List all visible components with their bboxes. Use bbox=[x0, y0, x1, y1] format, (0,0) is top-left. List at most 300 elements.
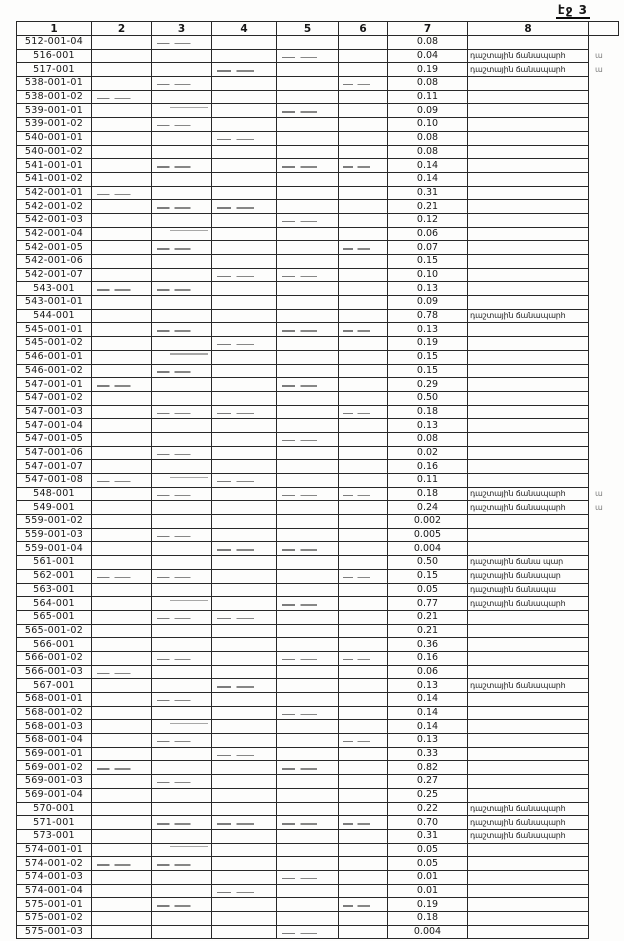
cell-empty bbox=[92, 515, 152, 529]
cell-parcel-code: 569-001-02 bbox=[17, 761, 92, 775]
cell-area-value: 0.08 bbox=[388, 36, 468, 50]
cell-parcel-code: 568-001-03 bbox=[17, 720, 92, 734]
table-row bbox=[17, 693, 619, 707]
cell-area-value: 0.14 bbox=[388, 693, 468, 707]
cell-land-use-note bbox=[468, 255, 589, 269]
cell-empty bbox=[92, 857, 152, 871]
table-row bbox=[17, 857, 619, 871]
cell-empty bbox=[92, 296, 152, 310]
column-header-5: 5 bbox=[277, 22, 339, 36]
cell-parcel-code: 516-001 bbox=[17, 49, 92, 63]
margin-spacer bbox=[589, 925, 619, 939]
table-row bbox=[17, 788, 619, 802]
table-row bbox=[17, 432, 619, 446]
margin-spacer bbox=[589, 405, 619, 419]
cell-empty bbox=[277, 241, 339, 255]
cell-empty bbox=[212, 145, 277, 159]
cell-empty bbox=[212, 884, 277, 898]
cell-area-value: 0.25 bbox=[388, 788, 468, 802]
column-header-6: 6 bbox=[339, 22, 388, 36]
margin-spacer bbox=[589, 597, 619, 611]
cell-empty bbox=[92, 104, 152, 118]
cell-area-value: 0.18 bbox=[388, 487, 468, 501]
cell-parcel-code: 543-001 bbox=[17, 282, 92, 296]
cell-empty bbox=[212, 378, 277, 392]
margin-spacer bbox=[589, 118, 619, 132]
cell-parcel-code: 517-001 bbox=[17, 63, 92, 77]
cell-empty bbox=[277, 419, 339, 433]
cell-land-use-note bbox=[468, 337, 589, 351]
cell-empty bbox=[92, 651, 152, 665]
cell-empty bbox=[339, 309, 388, 323]
cell-empty bbox=[152, 802, 212, 816]
cell-empty bbox=[339, 569, 388, 583]
cell-empty bbox=[277, 857, 339, 871]
table-row bbox=[17, 597, 619, 611]
cell-empty bbox=[152, 788, 212, 802]
table-row bbox=[17, 227, 619, 241]
cell-parcel-code: 564-001 bbox=[17, 597, 92, 611]
cell-area-value: 0.15 bbox=[388, 255, 468, 269]
cell-land-use-note: դաշտային ճանապարհ bbox=[468, 501, 589, 515]
table-row bbox=[17, 802, 619, 816]
table-row bbox=[17, 309, 619, 323]
cell-empty bbox=[92, 802, 152, 816]
cell-empty bbox=[277, 186, 339, 200]
cell-empty bbox=[339, 77, 388, 91]
cell-empty bbox=[339, 49, 388, 63]
cell-empty bbox=[277, 200, 339, 214]
table-row bbox=[17, 775, 619, 789]
cell-empty bbox=[339, 843, 388, 857]
cell-empty bbox=[92, 569, 152, 583]
cell-empty bbox=[339, 282, 388, 296]
cell-area-value: 0.21 bbox=[388, 200, 468, 214]
margin-spacer bbox=[589, 350, 619, 364]
cell-land-use-note bbox=[468, 720, 589, 734]
table-row bbox=[17, 515, 619, 529]
cell-empty bbox=[212, 118, 277, 132]
cell-empty bbox=[212, 693, 277, 707]
table-row bbox=[17, 419, 619, 433]
cell-area-value: 0.14 bbox=[388, 720, 468, 734]
margin-spacer bbox=[589, 651, 619, 665]
cell-empty bbox=[92, 350, 152, 364]
cell-parcel-code: 543-001-01 bbox=[17, 296, 92, 310]
cell-empty bbox=[152, 747, 212, 761]
cell-empty bbox=[339, 131, 388, 145]
table-row bbox=[17, 460, 619, 474]
margin-mark: ա bbox=[595, 502, 603, 512]
cell-empty bbox=[212, 49, 277, 63]
cell-empty bbox=[212, 542, 277, 556]
margin-spacer bbox=[589, 172, 619, 186]
cell-empty bbox=[277, 309, 339, 323]
cell-empty bbox=[212, 857, 277, 871]
cell-parcel-code: 568-001-04 bbox=[17, 734, 92, 748]
cell-area-value: 0.08 bbox=[388, 77, 468, 91]
cell-empty bbox=[339, 829, 388, 843]
cell-empty bbox=[152, 761, 212, 775]
margin-spacer bbox=[589, 159, 619, 173]
cell-empty bbox=[212, 36, 277, 50]
cell-empty bbox=[212, 419, 277, 433]
table-row bbox=[17, 77, 619, 91]
cell-parcel-code: 568-001-02 bbox=[17, 706, 92, 720]
cell-empty bbox=[92, 925, 152, 939]
cell-parcel-code: 563-001 bbox=[17, 583, 92, 597]
cell-parcel-code: 548-001 bbox=[17, 487, 92, 501]
cell-parcel-code: 575-001-01 bbox=[17, 898, 92, 912]
table-row bbox=[17, 296, 619, 310]
cell-empty bbox=[277, 912, 339, 926]
table-row bbox=[17, 528, 619, 542]
cell-empty bbox=[277, 556, 339, 570]
cell-parcel-code: 569-001-04 bbox=[17, 788, 92, 802]
cell-parcel-code: 566-001-03 bbox=[17, 665, 92, 679]
cell-empty bbox=[92, 145, 152, 159]
cell-parcel-code: 542-001-02 bbox=[17, 200, 92, 214]
column-header-8: 8 bbox=[468, 22, 589, 36]
cell-empty bbox=[212, 843, 277, 857]
cell-land-use-note bbox=[468, 172, 589, 186]
cell-parcel-code: 538-001-02 bbox=[17, 90, 92, 104]
table-row bbox=[17, 282, 619, 296]
margin-spacer bbox=[589, 90, 619, 104]
cell-empty bbox=[92, 213, 152, 227]
cell-empty bbox=[152, 775, 212, 789]
margin-spacer bbox=[589, 22, 619, 36]
cell-empty bbox=[277, 255, 339, 269]
cell-area-value: 0.50 bbox=[388, 556, 468, 570]
cell-empty bbox=[277, 487, 339, 501]
cell-area-value: 0.10 bbox=[388, 268, 468, 282]
margin-spacer bbox=[589, 610, 619, 624]
cell-empty bbox=[277, 747, 339, 761]
cell-land-use-note bbox=[468, 474, 589, 488]
cell-empty bbox=[152, 501, 212, 515]
cell-empty bbox=[277, 775, 339, 789]
margin-mark: ա bbox=[595, 51, 603, 61]
cell-parcel-code: 547-001-03 bbox=[17, 405, 92, 419]
cell-empty bbox=[212, 651, 277, 665]
cell-empty bbox=[339, 720, 388, 734]
cell-empty bbox=[339, 624, 388, 638]
margin-spacer bbox=[589, 186, 619, 200]
table-row bbox=[17, 255, 619, 269]
cell-area-value: 0.77 bbox=[388, 597, 468, 611]
table-row bbox=[17, 186, 619, 200]
margin-spacer bbox=[589, 282, 619, 296]
cell-empty bbox=[152, 843, 212, 857]
cell-empty bbox=[152, 159, 212, 173]
cell-area-value: 0.04 bbox=[388, 49, 468, 63]
cell-empty bbox=[277, 213, 339, 227]
cell-empty bbox=[92, 309, 152, 323]
cell-empty bbox=[277, 679, 339, 693]
cell-empty bbox=[339, 391, 388, 405]
cell-empty bbox=[152, 364, 212, 378]
cell-empty bbox=[152, 556, 212, 570]
column-header-2: 2 bbox=[92, 22, 152, 36]
cell-empty bbox=[212, 720, 277, 734]
cell-parcel-code: 540-001-02 bbox=[17, 145, 92, 159]
table-row bbox=[17, 63, 619, 77]
cell-empty bbox=[277, 761, 339, 775]
cell-empty bbox=[277, 268, 339, 282]
cell-land-use-note bbox=[468, 405, 589, 419]
cell-empty bbox=[152, 36, 212, 50]
cell-area-value: 0.02 bbox=[388, 446, 468, 460]
cell-area-value: 0.09 bbox=[388, 296, 468, 310]
cell-land-use-note bbox=[468, 610, 589, 624]
cell-empty bbox=[212, 309, 277, 323]
cell-empty bbox=[212, 706, 277, 720]
cell-empty bbox=[92, 829, 152, 843]
cell-empty bbox=[212, 816, 277, 830]
margin-spacer bbox=[589, 569, 619, 583]
cell-area-value: 0.33 bbox=[388, 747, 468, 761]
cell-empty bbox=[277, 706, 339, 720]
cell-empty bbox=[92, 898, 152, 912]
table-row bbox=[17, 829, 619, 843]
cell-empty bbox=[152, 638, 212, 652]
cell-parcel-code: 575-001-03 bbox=[17, 925, 92, 939]
cell-area-value: 0.24 bbox=[388, 501, 468, 515]
cell-empty bbox=[277, 391, 339, 405]
cell-empty bbox=[152, 255, 212, 269]
cell-empty bbox=[92, 337, 152, 351]
page-number: էջ 3 bbox=[557, 3, 588, 17]
cell-empty bbox=[212, 624, 277, 638]
cell-empty bbox=[92, 131, 152, 145]
margin-spacer bbox=[589, 432, 619, 446]
cell-empty bbox=[152, 446, 212, 460]
margin-spacer bbox=[589, 378, 619, 392]
cell-empty bbox=[92, 77, 152, 91]
table-row bbox=[17, 200, 619, 214]
cell-empty bbox=[339, 118, 388, 132]
cell-empty bbox=[277, 802, 339, 816]
margin-spacer bbox=[589, 474, 619, 488]
cell-area-value: 0.13 bbox=[388, 282, 468, 296]
cell-empty bbox=[277, 884, 339, 898]
cell-empty bbox=[212, 802, 277, 816]
cell-empty bbox=[212, 296, 277, 310]
margin-spacer bbox=[589, 419, 619, 433]
cell-parcel-code: 547-001-06 bbox=[17, 446, 92, 460]
table-row bbox=[17, 610, 619, 624]
table-row bbox=[17, 542, 619, 556]
cell-empty bbox=[152, 227, 212, 241]
cell-area-value: 0.14 bbox=[388, 172, 468, 186]
cell-empty bbox=[212, 323, 277, 337]
margin-spacer bbox=[589, 734, 619, 748]
cell-empty bbox=[339, 898, 388, 912]
cell-area-value: 0.70 bbox=[388, 816, 468, 830]
cell-empty bbox=[277, 870, 339, 884]
cell-area-value: 0.11 bbox=[388, 90, 468, 104]
column-header-7: 7 bbox=[388, 22, 468, 36]
cell-empty bbox=[277, 378, 339, 392]
cell-parcel-code: 545-001-02 bbox=[17, 337, 92, 351]
cell-empty bbox=[92, 172, 152, 186]
cell-parcel-code: 566-001 bbox=[17, 638, 92, 652]
cell-area-value: 0.21 bbox=[388, 624, 468, 638]
cell-empty bbox=[92, 255, 152, 269]
cell-land-use-note bbox=[468, 515, 589, 529]
cell-empty bbox=[212, 131, 277, 145]
cell-empty bbox=[339, 378, 388, 392]
cell-parcel-code: 542-001-01 bbox=[17, 186, 92, 200]
cell-land-use-note bbox=[468, 159, 589, 173]
cell-empty bbox=[277, 569, 339, 583]
column-header-1: 1 bbox=[17, 22, 92, 36]
cell-empty bbox=[212, 775, 277, 789]
cell-empty bbox=[92, 610, 152, 624]
cell-empty bbox=[152, 693, 212, 707]
table-row bbox=[17, 870, 619, 884]
table-row bbox=[17, 474, 619, 488]
table-row bbox=[17, 364, 619, 378]
cell-empty bbox=[152, 542, 212, 556]
cell-parcel-code: 542-001-07 bbox=[17, 268, 92, 282]
cell-empty bbox=[277, 788, 339, 802]
table-row bbox=[17, 679, 619, 693]
cell-empty bbox=[212, 63, 277, 77]
cell-area-value: 0.31 bbox=[388, 186, 468, 200]
cell-parcel-code: 561-001 bbox=[17, 556, 92, 570]
cell-land-use-note bbox=[468, 350, 589, 364]
cell-parcel-code: 547-001-07 bbox=[17, 460, 92, 474]
cell-empty bbox=[152, 706, 212, 720]
table-row bbox=[17, 761, 619, 775]
cell-parcel-code: 567-001 bbox=[17, 679, 92, 693]
table-row bbox=[17, 337, 619, 351]
cell-area-value: 0.15 bbox=[388, 569, 468, 583]
cell-parcel-code: 570-001 bbox=[17, 802, 92, 816]
cell-parcel-code: 559-001-04 bbox=[17, 542, 92, 556]
table-row bbox=[17, 446, 619, 460]
cell-empty bbox=[92, 706, 152, 720]
cell-empty bbox=[277, 474, 339, 488]
margin-spacer bbox=[589, 720, 619, 734]
cell-parcel-code: 546-001-02 bbox=[17, 364, 92, 378]
margin-spacer bbox=[589, 843, 619, 857]
table-row bbox=[17, 898, 619, 912]
cell-empty bbox=[92, 775, 152, 789]
cell-empty bbox=[339, 104, 388, 118]
margin-spacer bbox=[589, 665, 619, 679]
cell-empty bbox=[339, 884, 388, 898]
cell-empty bbox=[92, 528, 152, 542]
cell-empty bbox=[339, 802, 388, 816]
cell-parcel-code: 542-001-04 bbox=[17, 227, 92, 241]
cell-parcel-code: 546-001-01 bbox=[17, 350, 92, 364]
cell-empty bbox=[277, 501, 339, 515]
margin-mark: ա bbox=[595, 489, 603, 499]
cell-land-use-note bbox=[468, 542, 589, 556]
cell-empty bbox=[152, 925, 212, 939]
cell-land-use-note bbox=[468, 213, 589, 227]
cell-empty bbox=[92, 912, 152, 926]
cell-empty bbox=[277, 651, 339, 665]
margin-spacer bbox=[589, 912, 619, 926]
cell-parcel-code: 539-001-01 bbox=[17, 104, 92, 118]
cell-land-use-note bbox=[468, 282, 589, 296]
cell-empty bbox=[152, 405, 212, 419]
cell-land-use-note bbox=[468, 665, 589, 679]
cell-empty bbox=[277, 296, 339, 310]
cell-land-use-note: դաշտային ճանապա bbox=[468, 583, 589, 597]
cell-empty bbox=[212, 761, 277, 775]
cell-empty bbox=[277, 542, 339, 556]
cell-land-use-note: դաշտային ճանա պար bbox=[468, 556, 589, 570]
cell-area-value: 0.16 bbox=[388, 460, 468, 474]
cell-empty bbox=[152, 131, 212, 145]
cell-empty bbox=[92, 720, 152, 734]
cell-empty bbox=[152, 829, 212, 843]
cell-empty bbox=[277, 829, 339, 843]
cell-empty bbox=[152, 474, 212, 488]
table-row bbox=[17, 816, 619, 830]
cell-empty bbox=[152, 419, 212, 433]
cell-area-value: 0.14 bbox=[388, 706, 468, 720]
cell-empty bbox=[277, 227, 339, 241]
margin-spacer bbox=[589, 227, 619, 241]
cell-empty bbox=[212, 487, 277, 501]
table-row bbox=[17, 734, 619, 748]
cell-empty bbox=[92, 36, 152, 50]
cell-empty bbox=[339, 912, 388, 926]
cell-land-use-note: դաշտային ճանապարհ bbox=[468, 597, 589, 611]
cell-area-value: 0.36 bbox=[388, 638, 468, 652]
cell-parcel-code: 542-001-05 bbox=[17, 241, 92, 255]
table-row bbox=[17, 556, 619, 570]
cell-empty bbox=[277, 432, 339, 446]
cell-empty bbox=[152, 104, 212, 118]
cell-empty bbox=[92, 364, 152, 378]
cell-empty bbox=[212, 268, 277, 282]
cell-empty bbox=[212, 870, 277, 884]
cell-empty bbox=[277, 925, 339, 939]
cell-empty bbox=[212, 679, 277, 693]
cell-empty bbox=[339, 186, 388, 200]
cell-empty bbox=[339, 610, 388, 624]
cell-empty bbox=[277, 720, 339, 734]
cell-empty bbox=[339, 36, 388, 50]
margin-spacer bbox=[589, 747, 619, 761]
cell-empty bbox=[339, 90, 388, 104]
cell-empty bbox=[92, 391, 152, 405]
cell-empty bbox=[339, 446, 388, 460]
cell-area-value: 0.78 bbox=[388, 309, 468, 323]
cell-land-use-note bbox=[468, 912, 589, 926]
cell-land-use-note bbox=[468, 775, 589, 789]
cell-empty bbox=[339, 501, 388, 515]
cell-empty bbox=[92, 556, 152, 570]
margin-spacer bbox=[589, 241, 619, 255]
cell-area-value: 0.15 bbox=[388, 350, 468, 364]
cell-empty bbox=[152, 391, 212, 405]
cell-land-use-note bbox=[468, 706, 589, 720]
cell-empty bbox=[339, 515, 388, 529]
cell-land-use-note bbox=[468, 36, 589, 50]
cell-empty bbox=[212, 583, 277, 597]
cell-empty bbox=[92, 200, 152, 214]
margin-spacer bbox=[589, 775, 619, 789]
cell-empty bbox=[212, 474, 277, 488]
